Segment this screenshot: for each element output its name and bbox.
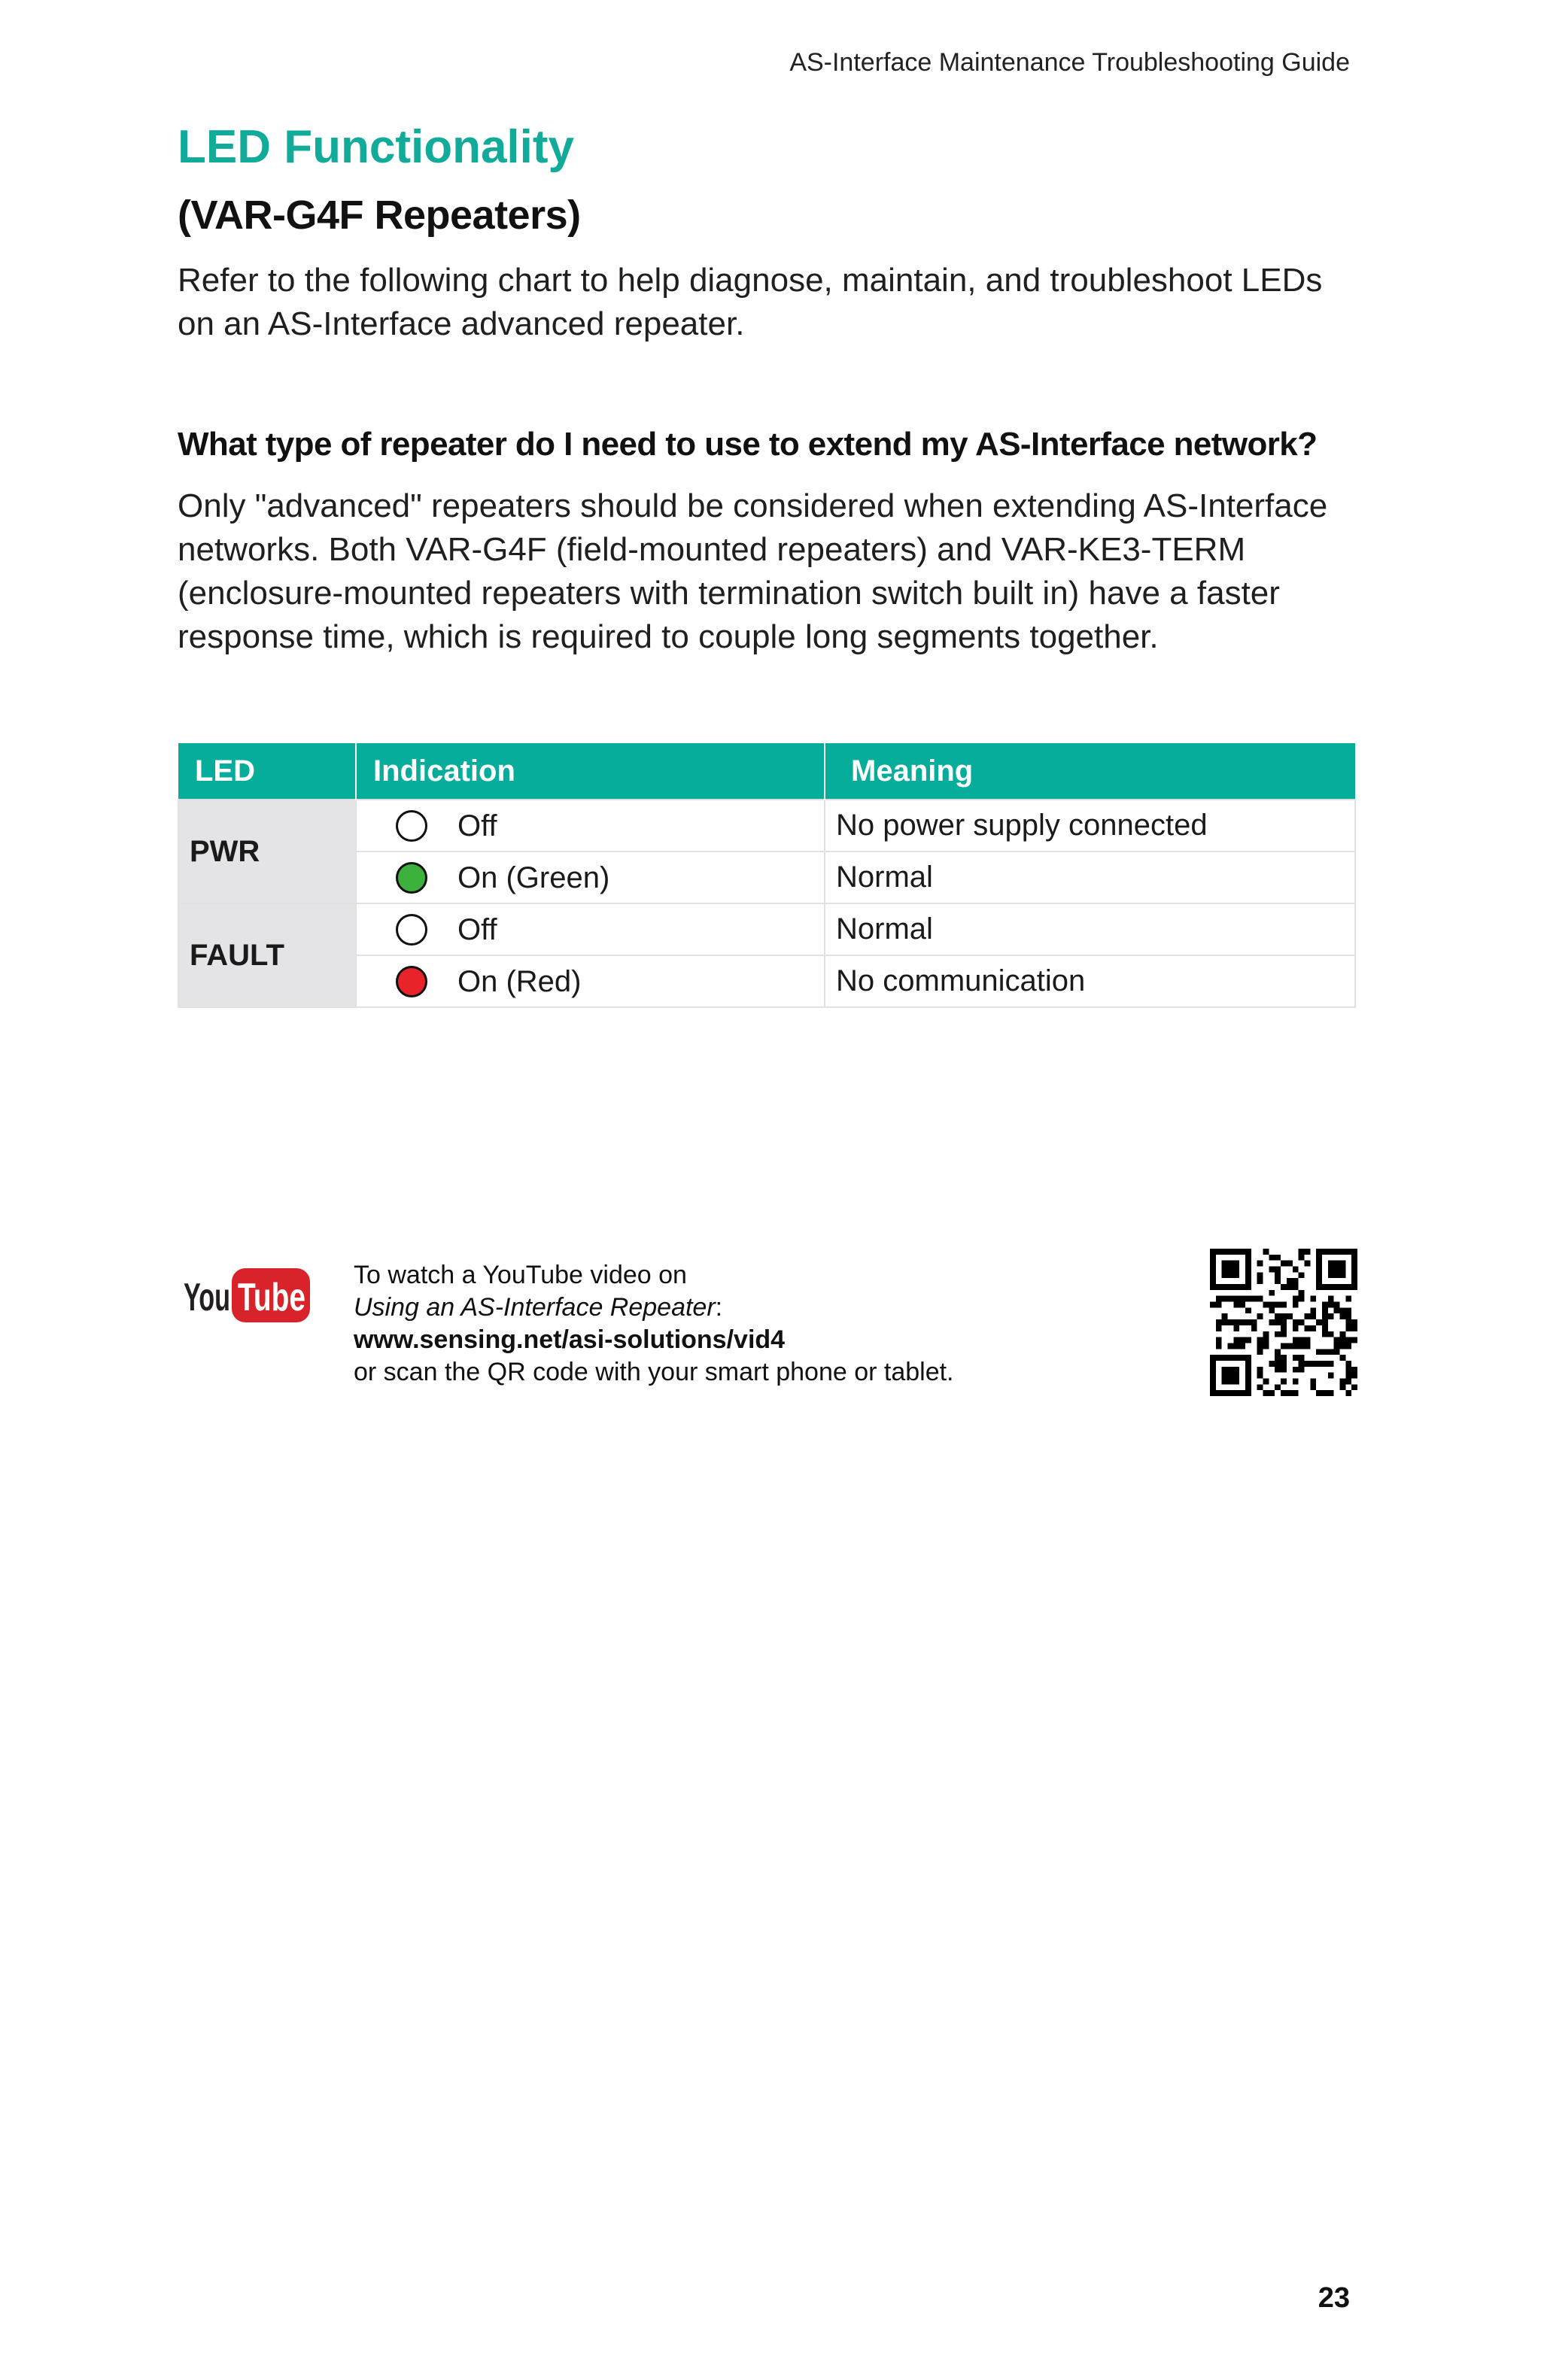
page-subtitle: (VAR-G4F Repeaters) (178, 193, 581, 238)
meaning-cell: No power supply connected (825, 800, 1355, 852)
youtube-line4: or scan the QR code with your smart phone or tablet. (354, 1358, 954, 1386)
meaning-cell: No communication (825, 955, 1355, 1007)
youtube-line1: To watch a YouTube video on (354, 1261, 687, 1289)
table-row (178, 800, 1355, 852)
youtube-callout (354, 1259, 954, 1389)
meaning-cell: Normal (825, 852, 1355, 903)
indication-cell (356, 800, 825, 852)
page-number: 23 (1318, 2282, 1350, 2314)
table-row (178, 903, 1355, 955)
qr-code-icon (1210, 1249, 1357, 1396)
led-name-pwr: PWR (178, 800, 356, 903)
indication-text: Off (457, 912, 497, 946)
indication-cell (356, 903, 825, 955)
youtube-logo-you: You (184, 1276, 230, 1319)
led-off-icon (396, 810, 427, 842)
led-green-icon (396, 862, 427, 894)
indication-cell (356, 852, 825, 903)
led-name-fault: FAULT (178, 903, 356, 1007)
header-led: LED (178, 743, 356, 800)
video-title-suffix: : (715, 1293, 723, 1322)
video-url-link[interactable]: www.sensing.net/asi-solutions/vid4 (354, 1325, 786, 1354)
faq-question: What type of repeater do I need to use to extend my AS-Interface network? (178, 426, 1318, 463)
video-title: Using an AS-Interface Repeater (354, 1293, 716, 1322)
table-header-row (178, 743, 1355, 800)
header-indication: Indication (356, 743, 825, 800)
youtube-logo-tube: Tube (238, 1276, 305, 1319)
header-meaning: Meaning (825, 743, 1355, 800)
meaning-cell: Normal (825, 903, 1355, 955)
led-red-icon (396, 966, 427, 997)
youtube-logo-icon (184, 1265, 312, 1325)
page-title: LED Functionality (178, 121, 574, 173)
indication-cell (356, 955, 825, 1007)
running-header: AS-Interface Maintenance Troubleshooting Guide (789, 48, 1350, 77)
led-table (178, 743, 1356, 1008)
intro-paragraph: Refer to the following chart to help diagnose, maintain, and troubleshoot LEDs on an AS-Interface advanced repeater. (178, 262, 1323, 342)
led-off-icon (396, 914, 427, 946)
indication-text: Off (457, 809, 497, 842)
indication-text: On (Red) (457, 964, 582, 998)
indication-text: On (Green) (457, 861, 610, 894)
faq-answer: Only "advanced" repeaters should be considered when extending AS-Interface networks. Both VAR-G4F (field-mounted repeaters) and VAR-KE3-TERM (enclosure-mounted repeaters with termination switch built in) have a faster response time, which is required to couple long segments together. (178, 487, 1328, 655)
